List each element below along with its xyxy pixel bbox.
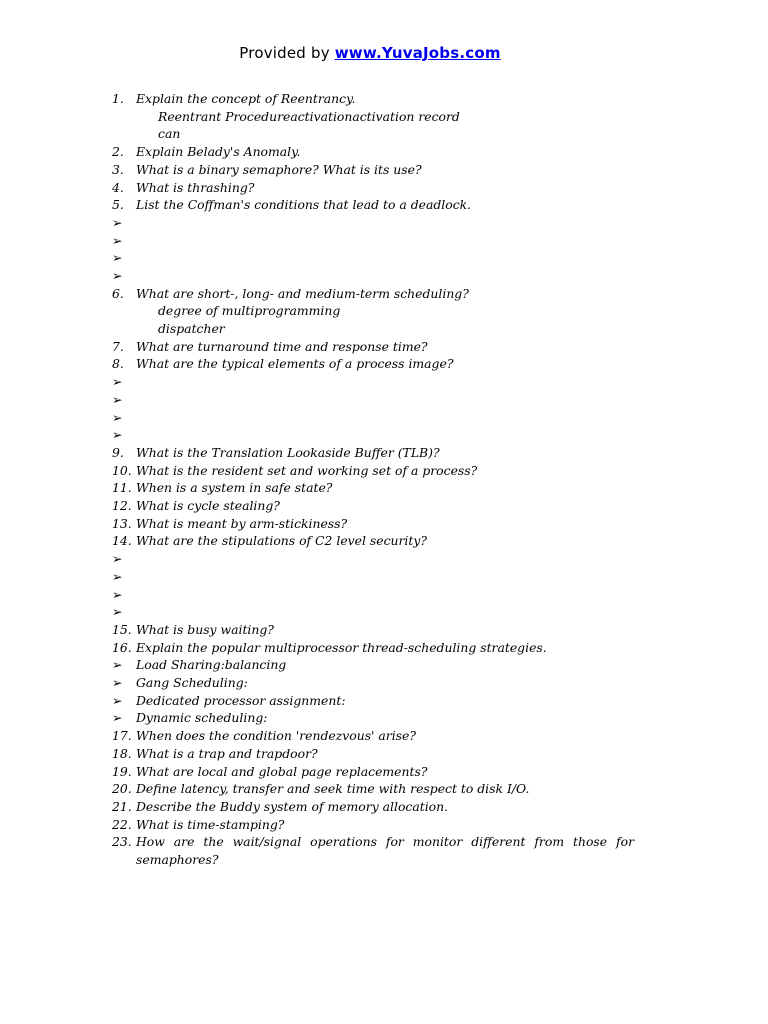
bullet-text: Load Sharing:balancing [136,657,287,673]
question-item [112,444,634,462]
question-text: What is time-stamping? [136,816,285,832]
bullet-text: Dynamic scheduling: [136,710,268,726]
question-text: What is meant by arm-stickiness? [136,515,348,531]
bullet-item [112,373,634,391]
question-number: 19. [112,763,132,779]
answer-note [112,108,634,126]
question-item [112,816,634,834]
page-header [0,44,740,62]
bullet-item [112,568,634,586]
bullet-item [112,674,634,692]
bullet-item [112,709,634,727]
question-text: What is thrashing? [136,179,255,195]
question-text: What is the Translation Lookaside Buffer (TLB)? [136,444,440,460]
question-number: 14. [112,533,132,549]
bullet-item [112,232,634,250]
question-number: 21. [112,798,132,814]
question-number: 22. [112,816,132,832]
question-number: 20. [112,781,132,797]
question-item [112,727,634,745]
question-number: 3. [112,161,124,177]
arrow-bullet-icon: ➢ [112,374,123,390]
question-item [112,798,634,816]
answer-note-text: Reentrant Procedureactivationactivation record [158,108,460,124]
arrow-bullet-icon: ➢ [112,409,123,425]
question-number: 16. [112,639,132,655]
bullet-item [112,550,634,568]
question-number: 11. [112,480,132,496]
bullet-item [112,249,634,267]
question-text: Explain Belady's Anomaly. [136,144,301,160]
bullet-item [112,692,634,710]
question-number: 9. [112,444,124,460]
answer-note [112,302,634,320]
answer-note-text: degree of multiprogramming [158,303,341,319]
answer-note-text: dispatcher [158,321,225,337]
question-list [112,90,634,869]
bullet-text: Gang Scheduling: [136,675,248,691]
question-number: 23. [112,834,132,850]
question-text: List the Coffman's conditions that lead to a deadlock. [136,197,472,213]
header-prefix: Provided by [239,44,335,62]
arrow-bullet-icon: ➢ [112,657,123,673]
question-number: 13. [112,515,132,531]
arrow-bullet-icon: ➢ [112,692,123,708]
question-text: What is cycle stealing? [136,498,280,514]
question-text: Define latency, transfer and seek time with respect to disk I/O. [136,781,530,797]
question-item [112,355,634,373]
arrow-bullet-icon: ➢ [112,232,123,248]
yuvajobs-link[interactable]: www.YuvaJobs.com [334,44,501,62]
arrow-bullet-icon: ➢ [112,568,123,584]
answer-note-text: can [158,126,181,142]
question-item [112,639,634,657]
question-number: 5. [112,197,124,213]
arrow-bullet-icon: ➢ [112,604,123,620]
question-text: What is busy waiting? [136,621,274,637]
bullet-item [112,586,634,604]
arrow-bullet-icon: ➢ [112,391,123,407]
answer-note [112,125,634,143]
answer-note [112,320,634,338]
arrow-bullet-icon: ➢ [112,675,123,691]
question-text: What are local and global page replacements? [136,763,428,779]
question-number: 4. [112,179,124,195]
question-text: How are the wait/signal operations for monitor different from those for semaphores? [136,834,634,868]
question-text: What are the stipulations of C2 level security? [136,533,428,549]
question-item [112,90,634,108]
arrow-bullet-icon: ➢ [112,586,123,602]
question-text: Explain the concept of Reentrancy. [136,91,356,106]
arrow-bullet-icon: ➢ [112,250,123,266]
bullet-item [112,409,634,427]
question-number: 10. [112,462,132,478]
bullet-item [112,391,634,409]
question-text: Describe the Buddy system of memory allocation. [136,798,449,814]
arrow-bullet-icon: ➢ [112,214,123,230]
question-item [112,479,634,497]
question-item [112,497,634,515]
question-number: 17. [112,728,132,744]
question-item [112,780,634,798]
question-item [112,833,634,868]
question-number: 18. [112,745,132,761]
question-text: What is a trap and trapdoor? [136,745,318,761]
question-number: 8. [112,356,124,372]
question-item [112,179,634,197]
question-number: 12. [112,498,132,514]
question-text: When is a system in safe state? [136,480,333,496]
bullet-item [112,426,634,444]
arrow-bullet-icon: ➢ [112,710,123,726]
question-item [112,515,634,533]
bullet-text: Dedicated processor assignment: [136,692,346,708]
question-item [112,532,634,550]
question-item [112,285,634,303]
question-number: 1. [112,91,124,106]
question-text: Explain the popular multiprocessor thread-scheduling strategies. [136,639,547,655]
bullet-item [112,603,634,621]
arrow-bullet-icon: ➢ [112,551,123,567]
bullet-item [112,267,634,285]
question-item [112,745,634,763]
arrow-bullet-icon: ➢ [112,427,123,443]
question-item [112,621,634,639]
question-item [112,338,634,356]
question-text: What is a binary semaphore? What is its use? [136,161,422,177]
question-item [112,462,634,480]
question-text: What are short-, long- and medium-term scheduling? [136,285,469,301]
question-text: What are the typical elements of a process image? [136,356,454,372]
bullet-item [112,214,634,232]
question-number: 6. [112,285,124,301]
question-item [112,196,634,214]
question-item [112,763,634,781]
question-text: What are turnaround time and response time? [136,338,428,354]
question-item [112,143,634,161]
question-text: When does the condition 'rendezvous' arise? [136,728,416,744]
question-number: 15. [112,621,132,637]
question-item [112,161,634,179]
question-text: What is the resident set and working set of a process? [136,462,478,478]
bullet-item [112,656,634,674]
arrow-bullet-icon: ➢ [112,267,123,283]
question-number: 7. [112,338,124,354]
question-number: 2. [112,144,124,160]
